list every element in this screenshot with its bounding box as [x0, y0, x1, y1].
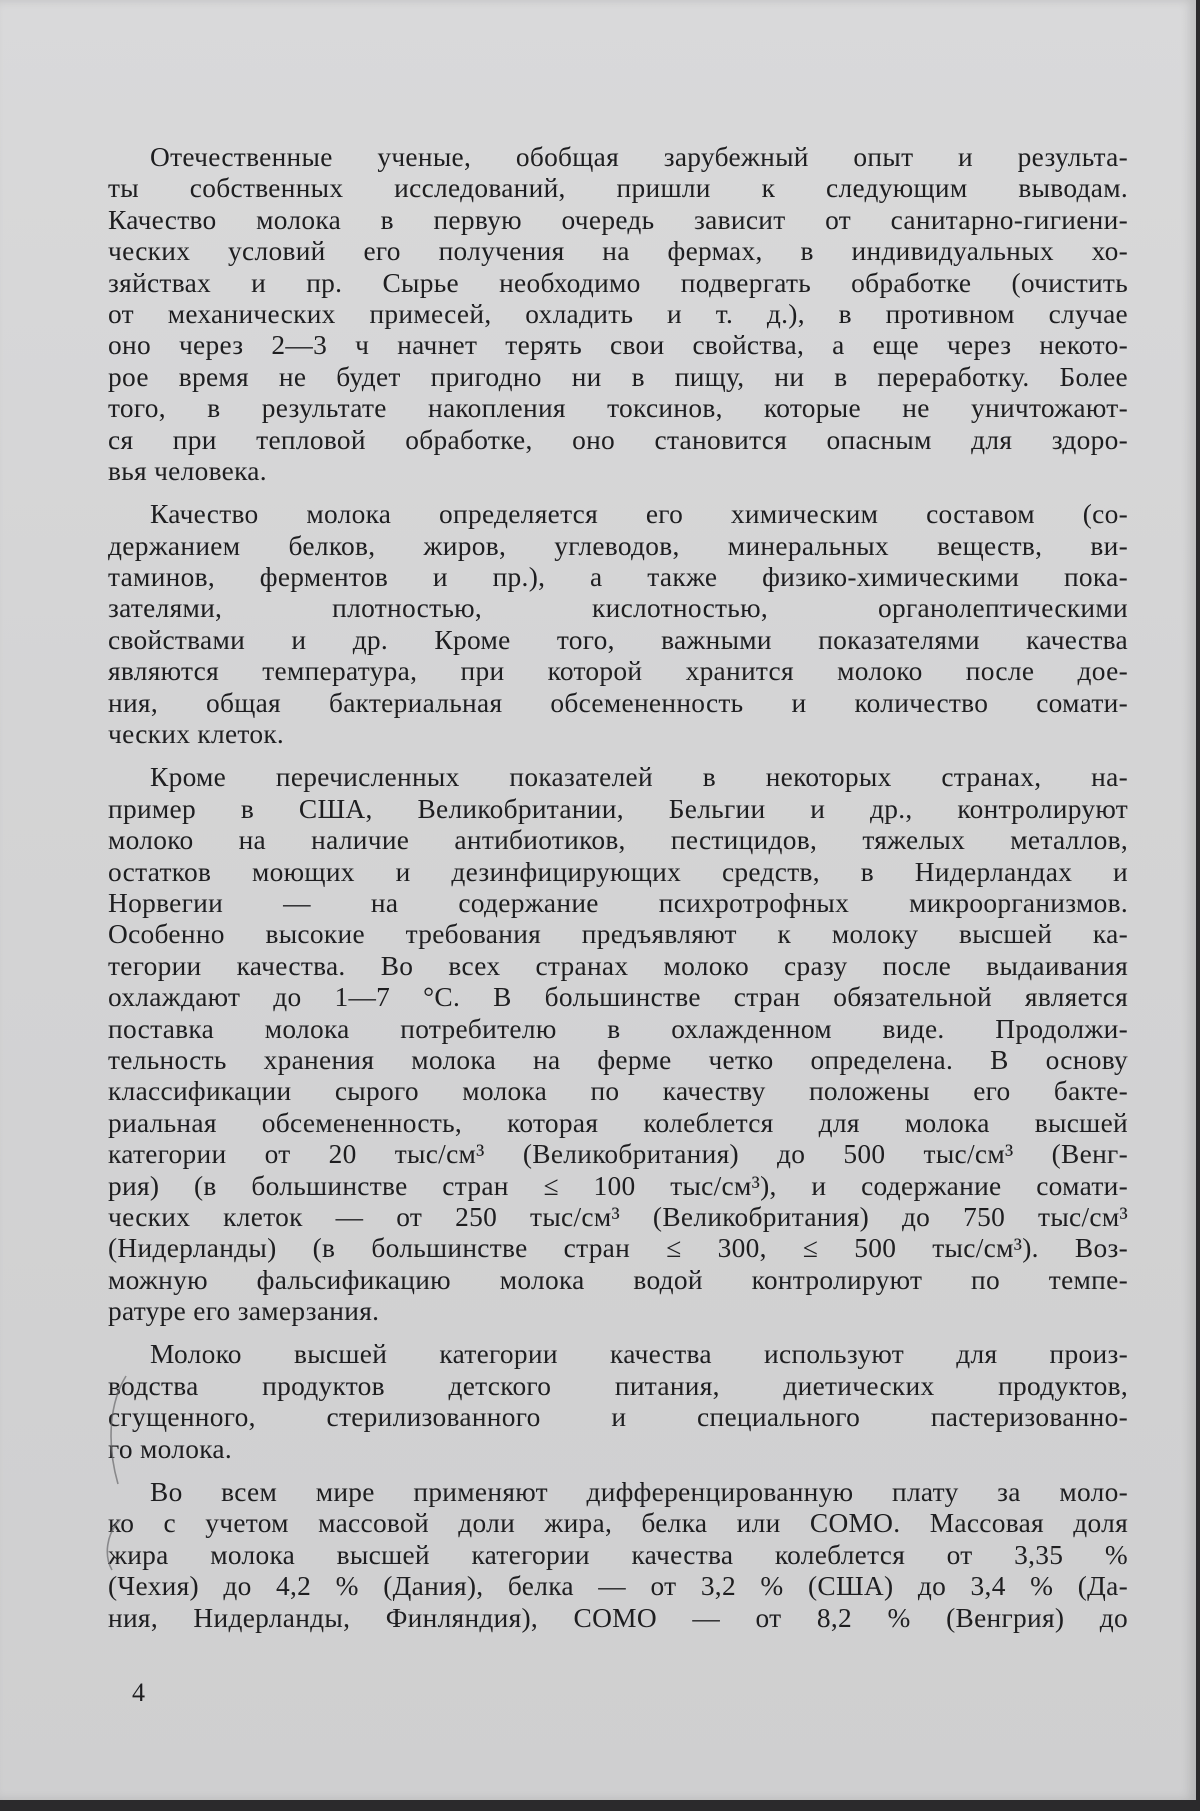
text-line: пример в США, Великобритании, Бельгии и др., контролируют	[108, 793, 1128, 824]
text-line: вья человека.	[108, 455, 267, 486]
text-line: сгущенного, стерилизованного и специального пастеризованно-	[108, 1402, 1128, 1433]
text-line: тельность хранения молока на ферме четко определена. В основу	[108, 1044, 1128, 1075]
text-line: Норвегии — на содержание психротрофных микроорганизмов.	[108, 887, 1128, 918]
text-line: тегории качества. Во всех странах молоко сразу после выдаивания	[108, 950, 1128, 981]
text-line: риальная обсемененность, которая колеблется для молока высшей	[108, 1107, 1128, 1138]
text-line: ты собственных исследований, пришли к следующим выводам.	[108, 173, 1128, 204]
text-line: ния, общая бактериальная обсемененность и количество сомати-	[108, 687, 1128, 718]
text-line: Кроме перечисленных показателей в некоторых странах, на-	[150, 762, 1128, 793]
text-line: Качество молока в первую очередь зависит от санитарно-гигиени-	[108, 204, 1128, 235]
text-line: являются температура, при которой хранится молоко после дое-	[108, 656, 1128, 687]
paragraph	[108, 499, 1128, 750]
text-line: категории от 20 тыс/см³ (Великобритания) до 500 тыс/см³ (Венг-	[108, 1139, 1128, 1170]
text-line: водства продуктов детского питания, диетических продуктов,	[108, 1370, 1128, 1401]
text-line: классификации сырого молока по качеству положены его бакте-	[108, 1076, 1128, 1107]
paragraph	[108, 1339, 1128, 1465]
paragraph	[108, 762, 1128, 1327]
text-line: таминов, ферментов и пр.), а также физико-химическими пока-	[108, 562, 1128, 593]
text-line: Качество молока определяется его химическим составом (со-	[150, 499, 1128, 530]
text-line: ческих клеток.	[108, 719, 285, 750]
page-number: 4	[132, 1678, 145, 1707]
text-line: зяйствах и пр. Сырье необходимо подвергать обработке (очистить	[108, 267, 1128, 298]
text-line: остатков моющих и дезинфицирующих средств, в Нидерландах и	[108, 856, 1128, 887]
text-line: рое время не будет пригодно ни в пищу, ни в переработку. Более	[108, 361, 1128, 392]
body-text	[108, 142, 1128, 1634]
paragraph-gap	[108, 487, 1128, 499]
text-line: оно через 2—3 ч начнет терять свои свойства, а еще через некото-	[108, 330, 1128, 361]
pencil-bracket-mark	[96, 1372, 136, 1492]
text-line: свойствами и др. Кроме того, важными показателями качества	[108, 624, 1128, 655]
pencil-tick-mark	[98, 1516, 128, 1576]
text-line: Отечественные ученые, обобщая зарубежный опыт и результа-	[150, 142, 1128, 172]
text-line: го молока.	[108, 1433, 233, 1464]
text-line: можную фальсификацию молока водой контролируют по темпе-	[108, 1264, 1128, 1295]
text-line: держанием белков, жиров, углеводов, минеральных веществ, ви-	[108, 530, 1128, 561]
paragraph-gap	[108, 1327, 1128, 1339]
text-line: ческих условий его получения на фермах, в индивидуальных хо-	[108, 236, 1128, 267]
text-line: Особенно высокие требования предъявляют к молоку высшей ка-	[108, 919, 1128, 950]
text-line: ратуре его замерзания.	[108, 1296, 380, 1327]
text-line: зателями, плотностью, кислотностью, органолептическими	[108, 593, 1128, 624]
paragraph	[108, 142, 1128, 487]
text-line: Во всем мире применяют дифференцированную плату за моло-	[150, 1477, 1128, 1508]
text-line: жира молока высшей категории качества колеблется от 3,35 %	[108, 1539, 1128, 1570]
text-line: ния, Нидерланды, Финляндия), СОМО — от 8,2 % (Венгрия) до	[108, 1602, 1128, 1633]
text-line: ческих клеток — от 250 тыс/см³ (Великобритания) до 750 тыс/см³	[108, 1201, 1128, 1232]
text-line: ся при тепловой обработке, оно становится опасным для здоро-	[108, 424, 1128, 455]
text-line: рия) (в большинстве стран ≤ 100 тыс/см³), и содержание сомати-	[108, 1170, 1128, 1201]
text-line: ко с учетом массовой доли жира, белка или СОМО. Массовая доля	[108, 1508, 1128, 1539]
text-line: (Нидерланды) (в большинстве стран ≤ 300, ≤ 500 тыс/см³). Воз-	[108, 1233, 1128, 1264]
text-line: молоко на наличие антибиотиков, пестицидов, тяжелых металлов,	[108, 825, 1128, 856]
text-line: охлаждают до 1—7 °С. В большинстве стран обязательной является	[108, 982, 1128, 1013]
text-line: поставка молока потребителю в охлажденном виде. Продолжи-	[108, 1013, 1128, 1044]
paragraph-gap	[108, 1465, 1128, 1477]
paragraph-gap	[108, 750, 1128, 762]
text-line: Молоко высшей категории качества используют для произ-	[150, 1339, 1128, 1370]
paragraph	[108, 1477, 1128, 1634]
text-line: от механических примесей, охладить и т. д.), в противном случае	[108, 298, 1128, 329]
text-line: того, в результате накопления токсинов, которые не уничтожают-	[108, 393, 1128, 424]
text-line: (Чехия) до 4,2 % (Дания), белка — от 3,2 % (США) до 3,4 % (Да-	[108, 1571, 1128, 1602]
